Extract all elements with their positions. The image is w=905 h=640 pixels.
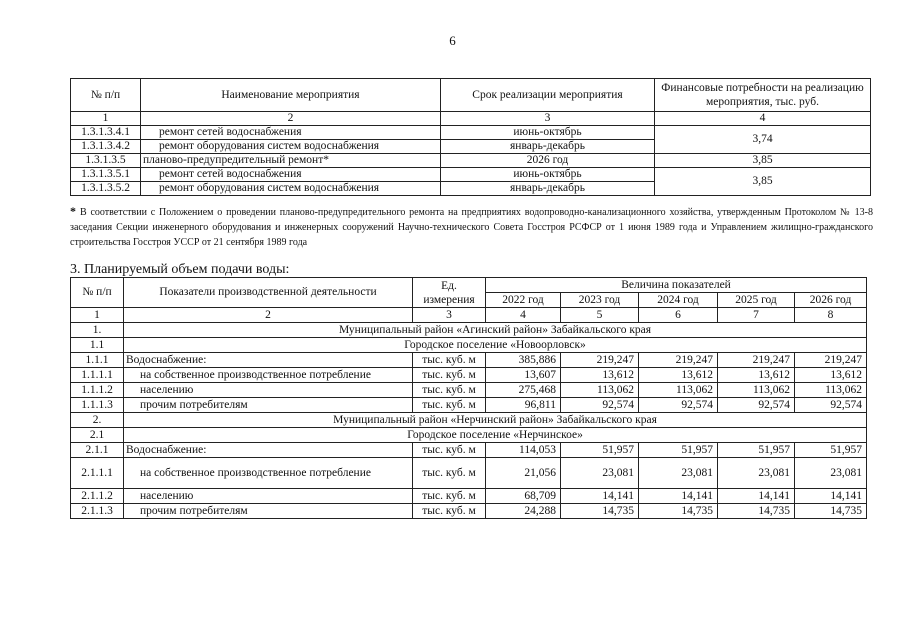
group-row <box>71 413 867 428</box>
row-value: 219,247 <box>639 353 718 368</box>
row-value: 219,247 <box>561 353 639 368</box>
row-num: 2.1.1.1 <box>71 458 124 489</box>
col-number: 4 <box>655 112 871 126</box>
row-period: январь-декабрь <box>441 182 655 196</box>
col-number: 3 <box>441 112 655 126</box>
row-num: 1.3.1.3.5 <box>71 154 141 168</box>
header-year: 2024 год <box>639 293 718 308</box>
row-num: 1.3.1.3.4.1 <box>71 126 141 140</box>
row-name: ремонт оборудования систем водоснабжения <box>141 182 441 196</box>
row-value: 113,062 <box>561 383 639 398</box>
row-value: 92,574 <box>561 398 639 413</box>
row-value: 113,062 <box>718 383 795 398</box>
col-number: 3 <box>413 308 486 323</box>
row-value: 92,574 <box>639 398 718 413</box>
row-name: ремонт оборудования систем водоснабжения <box>141 140 441 154</box>
row-value: 51,957 <box>561 443 639 458</box>
table-row <box>71 443 867 458</box>
row-value: 13,612 <box>561 368 639 383</box>
col-number: 1 <box>71 308 124 323</box>
row-num: 1.1.1.2 <box>71 383 124 398</box>
row-value: 51,957 <box>718 443 795 458</box>
group-num: 1. <box>71 323 124 338</box>
row-unit: тыс. куб. м <box>413 489 486 504</box>
col-number: 4 <box>486 308 561 323</box>
row-value: 23,081 <box>718 458 795 489</box>
row-value: 96,811 <box>486 398 561 413</box>
row-value: 14,141 <box>561 489 639 504</box>
row-value: 14,141 <box>639 489 718 504</box>
column-numbers-row <box>71 112 871 126</box>
row-value: 24,288 <box>486 504 561 519</box>
row-value: 113,062 <box>639 383 718 398</box>
row-unit: тыс. куб. м <box>413 383 486 398</box>
row-name: на собственное производственное потребление <box>124 458 413 489</box>
row-value: 23,081 <box>795 458 867 489</box>
header-values: Величина показателей <box>486 278 867 293</box>
column-numbers-row <box>71 308 867 323</box>
row-unit: тыс. куб. м <box>413 458 486 489</box>
activities-table <box>70 78 871 196</box>
group-title: Муниципальный район «Агинский район» Забайкальского края <box>124 323 867 338</box>
table-row <box>71 126 871 140</box>
row-value: 92,574 <box>718 398 795 413</box>
row-period: июнь-октябрь <box>441 126 655 140</box>
row-unit: тыс. куб. м <box>413 443 486 458</box>
col-number: 1 <box>71 112 141 126</box>
row-unit: тыс. куб. м <box>413 368 486 383</box>
row-value: 13,612 <box>718 368 795 383</box>
col-number: 5 <box>561 308 639 323</box>
table-row <box>71 168 871 182</box>
row-name: ремонт сетей водоснабжения <box>141 168 441 182</box>
col-number: 7 <box>718 308 795 323</box>
header-indicator: Показатели производственной деятельности <box>124 278 413 308</box>
table-row <box>71 353 867 368</box>
header-name: Наименование мероприятия <box>141 79 441 112</box>
header-year: 2026 год <box>795 293 867 308</box>
table-row <box>71 504 867 519</box>
table-header-row <box>71 278 867 293</box>
row-name: на собственное производственное потребление <box>124 368 413 383</box>
section-title: 3. Планируемый объем подачи воды: <box>70 262 290 277</box>
row-value: 219,247 <box>795 353 867 368</box>
row-value: 51,957 <box>795 443 867 458</box>
row-value: 68,709 <box>486 489 561 504</box>
row-num: 2.1.1.2 <box>71 489 124 504</box>
row-value: 23,081 <box>639 458 718 489</box>
row-unit: тыс. куб. м <box>413 504 486 519</box>
row-name: ремонт сетей водоснабжения <box>141 126 441 140</box>
table-row <box>71 154 871 168</box>
col-number: 6 <box>639 308 718 323</box>
row-value: 13,612 <box>795 368 867 383</box>
header-unit: Ед. измерения <box>413 278 486 308</box>
row-name: прочим потребителям <box>124 504 413 519</box>
row-num: 1.3.1.3.4.2 <box>71 140 141 154</box>
row-unit: тыс. куб. м <box>413 398 486 413</box>
header-num: № п/п <box>71 278 124 308</box>
table-row <box>71 489 867 504</box>
row-finance: 3,85 <box>655 168 871 196</box>
row-value: 14,735 <box>561 504 639 519</box>
row-name: планово-предупредительный ремонт* <box>141 154 441 168</box>
group-num: 1.1 <box>71 338 124 353</box>
group-row <box>71 338 867 353</box>
group-num: 2. <box>71 413 124 428</box>
header-finance: Финансовые потребности на реализацию мероприятия, тыс. руб. <box>655 79 871 112</box>
table-header-row <box>71 79 871 112</box>
row-num: 1.1.1.1 <box>71 368 124 383</box>
table-row <box>71 383 867 398</box>
table-row <box>71 368 867 383</box>
col-number: 2 <box>141 112 441 126</box>
row-value: 14,735 <box>795 504 867 519</box>
row-period: июнь-октябрь <box>441 168 655 182</box>
water-supply-table <box>70 277 867 519</box>
row-value: 14,141 <box>795 489 867 504</box>
row-value: 21,056 <box>486 458 561 489</box>
row-period: январь-декабрь <box>441 140 655 154</box>
row-num: 1.1.1.3 <box>71 398 124 413</box>
table-row <box>71 398 867 413</box>
row-name: населению <box>124 383 413 398</box>
col-number: 2 <box>124 308 413 323</box>
row-value: 385,886 <box>486 353 561 368</box>
row-num: 2.1.1 <box>71 443 124 458</box>
row-name: Водоснабжение: <box>124 353 413 368</box>
page-number: 6 <box>449 33 456 48</box>
header-year: 2022 год <box>486 293 561 308</box>
footnote-text: В соответствии с Положением о проведении планово-предупредительного ремонта на предприятиях водопроводно-канализационного хозяйства, утвержденным Протоколом № 13-8 заседания Секции инженерного оборудования и инженерных сооружений Научно-технического Совета Госстроя РСФСР от 1 июня 1989 года и Управлением жилищно-гражданского строительства Госстроя УССР от 21 сентября 1989 года <box>70 207 873 248</box>
row-finance: 3,85 <box>655 154 871 168</box>
row-value: 13,612 <box>639 368 718 383</box>
row-num: 1.3.1.3.5.2 <box>71 182 141 196</box>
group-row <box>71 323 867 338</box>
row-name: населению <box>124 489 413 504</box>
row-value: 14,141 <box>718 489 795 504</box>
row-num: 2.1.1.3 <box>71 504 124 519</box>
row-finance: 3,74 <box>655 126 871 154</box>
row-value: 14,735 <box>718 504 795 519</box>
group-title: Городское поселение «Нерчинское» <box>124 428 867 443</box>
row-value: 23,081 <box>561 458 639 489</box>
row-num: 1.1.1 <box>71 353 124 368</box>
row-value: 92,574 <box>795 398 867 413</box>
row-value: 114,053 <box>486 443 561 458</box>
row-value: 113,062 <box>795 383 867 398</box>
table-row <box>71 458 867 489</box>
group-row <box>71 428 867 443</box>
row-unit: тыс. куб. м <box>413 353 486 368</box>
col-number: 8 <box>795 308 867 323</box>
header-num: № п/п <box>71 79 141 112</box>
group-num: 2.1 <box>71 428 124 443</box>
row-value: 219,247 <box>718 353 795 368</box>
row-value: 14,735 <box>639 504 718 519</box>
row-value: 13,607 <box>486 368 561 383</box>
group-title: Муниципальный район «Нерчинский район» Забайкальского края <box>124 413 867 428</box>
row-num: 1.3.1.3.5.1 <box>71 168 141 182</box>
header-year: 2025 год <box>718 293 795 308</box>
row-value: 275,468 <box>486 383 561 398</box>
row-value: 51,957 <box>639 443 718 458</box>
row-name: Водоснабжение: <box>124 443 413 458</box>
group-title: Городское поселение «Новоорловск» <box>124 338 867 353</box>
footnote <box>70 204 873 250</box>
row-name: прочим потребителям <box>124 398 413 413</box>
row-period: 2026 год <box>441 154 655 168</box>
header-year: 2023 год <box>561 293 639 308</box>
footnote-star: * <box>70 204 76 218</box>
header-period: Срок реализации мероприятия <box>441 79 655 112</box>
